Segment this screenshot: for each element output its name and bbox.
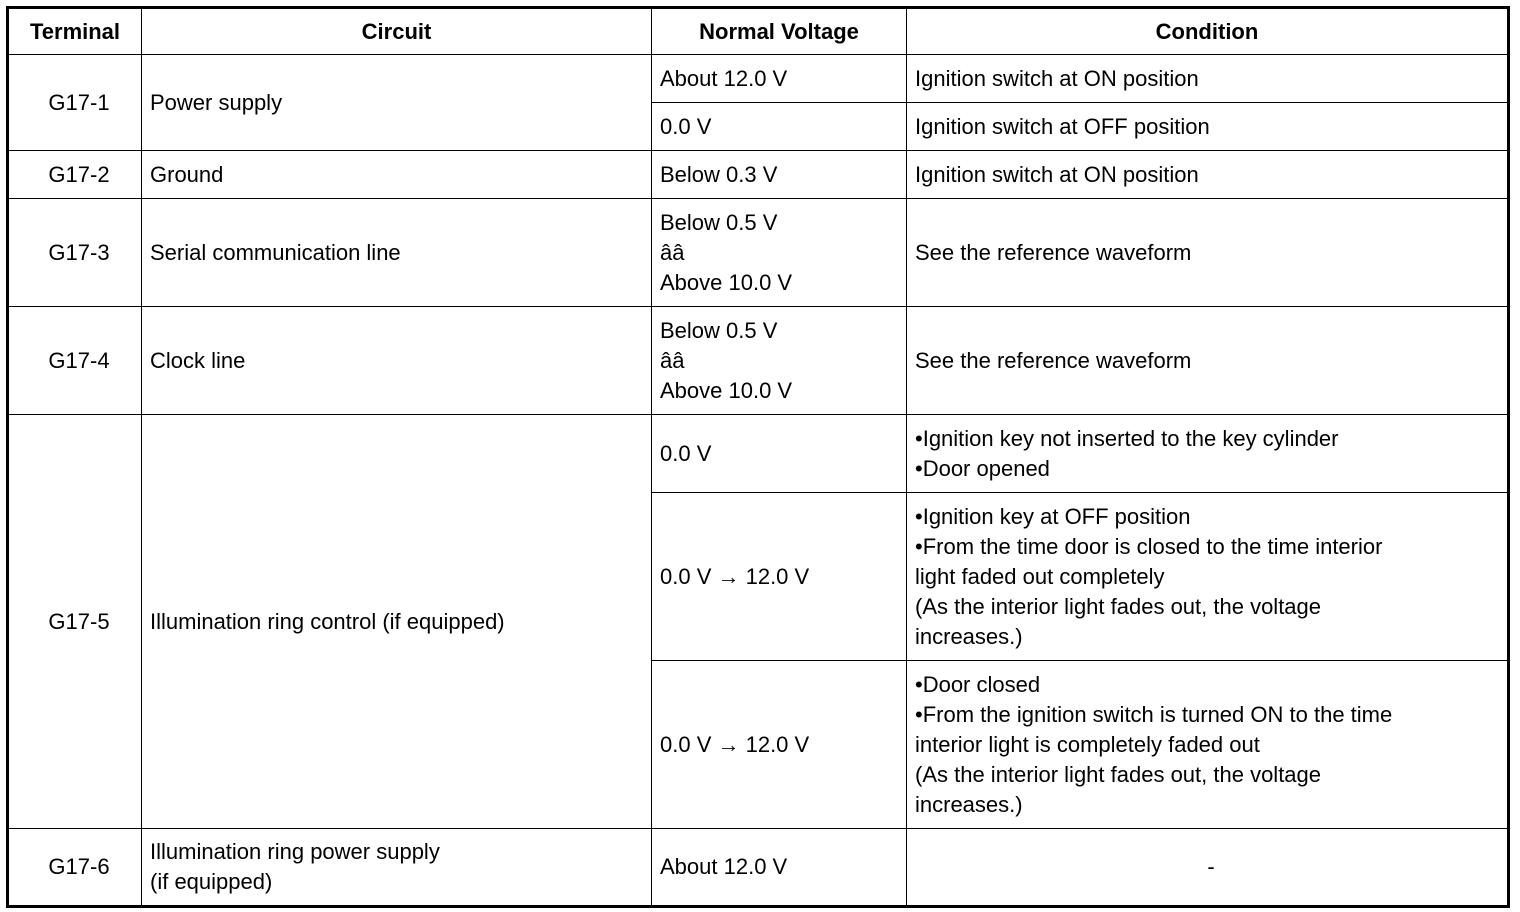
circuit-line: Illumination ring power supply [150, 839, 440, 864]
condition-line: •Door opened [915, 455, 1050, 481]
header-normal-voltage: Normal Voltage [652, 8, 907, 55]
circuit-cell: Ground [142, 151, 652, 199]
condition-line: •From the ignition switch is turned ON to the time [915, 701, 1393, 727]
circuit-cell: Serial communication line [142, 199, 652, 307]
condition-line: •Ignition key at OFF position [915, 503, 1191, 529]
terminal-cell: G17-2 [8, 151, 142, 199]
table-row [8, 829, 1509, 907]
voltage-cell: 0.0 V → 12.0 V [652, 661, 907, 829]
condition-cell: See the reference waveform [907, 307, 1509, 415]
circuit-cell: Power supply [142, 55, 652, 151]
terminal-cell: G17-1 [8, 55, 142, 151]
voltage-cell: 0.0 V → 12.0 V [652, 493, 907, 661]
condition-line: •Ignition key not inserted to the key cylinder [915, 425, 1339, 451]
voltage-cell: About 12.0 V [652, 55, 907, 103]
condition-line: increases.) [915, 623, 1023, 649]
condition-line: •From the time door is closed to the time interior [915, 533, 1383, 559]
terminal-cell: G17-5 [8, 415, 142, 829]
table-row [8, 151, 1509, 199]
condition-cell: - [907, 829, 1509, 907]
table-row [8, 307, 1509, 415]
header-condition: Condition [907, 8, 1509, 55]
condition-cell: See the reference waveform [907, 199, 1509, 307]
header-terminal: Terminal [8, 8, 142, 55]
table-row [8, 415, 1509, 493]
voltage-line: ââ [660, 239, 685, 265]
circuit-cell: Illumination ring control (if equipped) [142, 415, 652, 829]
condition-cell [907, 493, 1509, 661]
circuit-cell: Clock line [142, 307, 652, 415]
voltage-cell: Below 0.3 V [652, 151, 907, 199]
header-circuit: Circuit [142, 8, 652, 55]
terminal-cell: G17-6 [8, 829, 142, 907]
voltage-cell: About 12.0 V [652, 829, 907, 907]
condition-line: (As the interior light fades out, the voltage [915, 761, 1322, 787]
terminal-cell: G17-4 [8, 307, 142, 415]
condition-line: increases.) [915, 791, 1023, 817]
voltage-line: Below 0.5 V [660, 209, 778, 235]
voltage-cell [652, 307, 907, 415]
condition-line: light faded out completely [915, 563, 1165, 589]
terminal-voltage-table [6, 6, 1510, 908]
voltage-line: Above 10.0 V [660, 269, 793, 295]
condition-cell: Ignition switch at OFF position [907, 103, 1509, 151]
voltage-cell: 0.0 V [652, 415, 907, 493]
header-row [8, 8, 1509, 55]
condition-line: interior light is completely faded out [915, 731, 1260, 757]
condition-cell: Ignition switch at ON position [907, 151, 1509, 199]
condition-line: (As the interior light fades out, the voltage [915, 593, 1322, 619]
condition-line: •Door closed [915, 671, 1041, 697]
voltage-line: ââ [660, 347, 685, 373]
table-row [8, 199, 1509, 307]
voltage-cell [652, 199, 907, 307]
voltage-line: Below 0.5 V [660, 317, 778, 343]
circuit-cell [142, 829, 652, 907]
voltage-line: Above 10.0 V [660, 377, 793, 403]
condition-cell [907, 661, 1509, 829]
circuit-line: (if equipped) [150, 869, 273, 894]
terminal-cell: G17-3 [8, 199, 142, 307]
condition-cell [907, 415, 1509, 493]
table-row [8, 55, 1509, 103]
voltage-cell: 0.0 V [652, 103, 907, 151]
condition-cell: Ignition switch at ON position [907, 55, 1509, 103]
